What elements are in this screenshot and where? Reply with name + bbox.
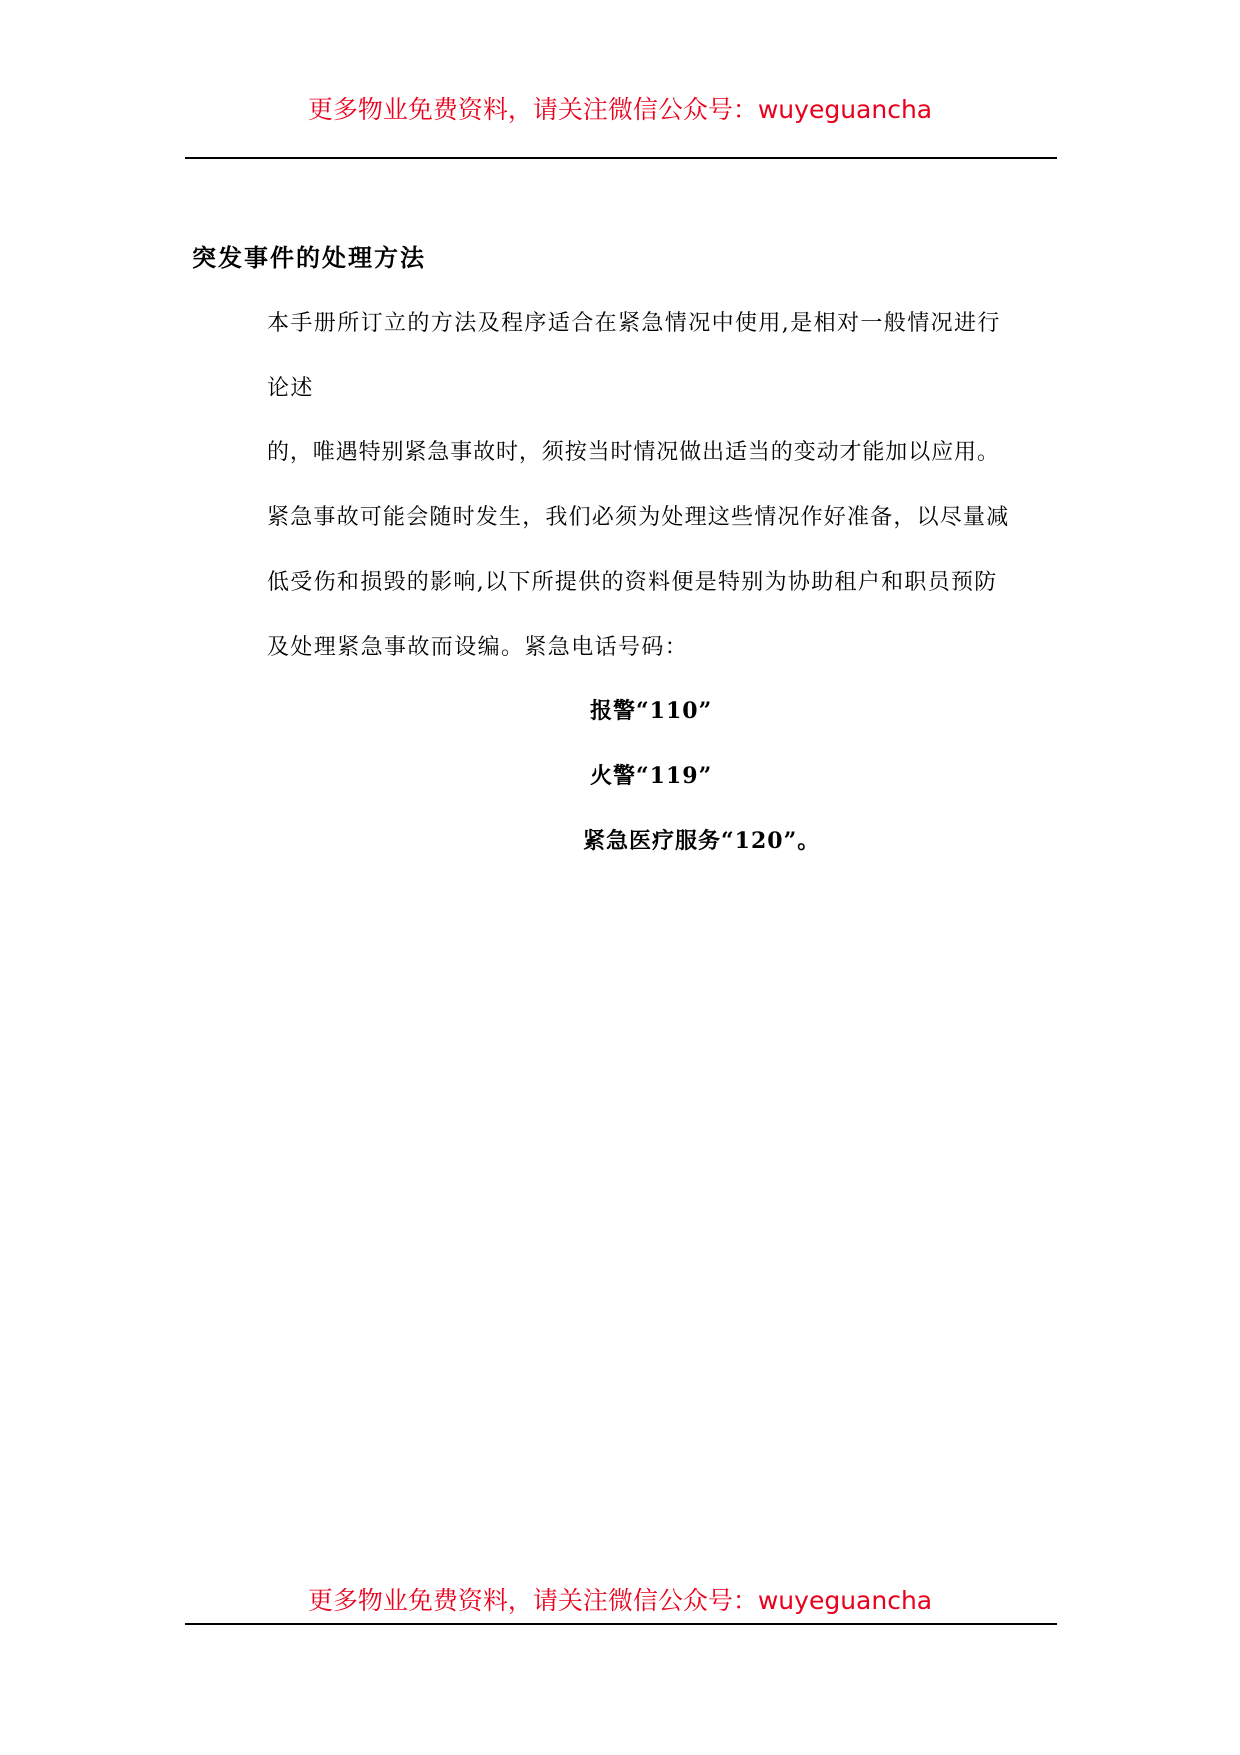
footer-rule <box>185 1623 1057 1625</box>
paragraph-line: 低受伤和损毁的影响,以下所提供的资料便是特别为协助租户和职员预防 <box>267 570 998 595</box>
footer-banner: 更多物业免费资料，请关注微信公众号：wuyeguancha <box>307 1586 933 1615</box>
document-title: 突发事件的处理方法 <box>192 243 426 272</box>
paragraph-line: 及处理紧急事故而设编。紧急电话号码： <box>267 635 689 660</box>
header-rule <box>185 157 1057 159</box>
paragraph-line: 紧急事故可能会随时发生，我们必须为处理这些情况作好准备，以尽量减 <box>267 505 1010 530</box>
paragraph-line: 本手册所订立的方法及程序适合在紧急情况中使用,是相对一般情况进行 <box>267 311 1001 336</box>
header-banner: 更多物业免费资料，请关注微信公众号：wuyeguancha <box>307 95 933 124</box>
paragraph-line: 的，唯遇特别紧急事故时，须按当时情况做出适当的变动才能加以应用。 <box>267 440 1000 465</box>
paragraph-line: 论述 <box>267 376 314 401</box>
medical-phone-number: 紧急医疗服务“120”。 <box>583 828 821 854</box>
fire-phone-number: 火警“119” <box>590 763 713 789</box>
police-phone-number: 报警“110” <box>590 698 713 724</box>
